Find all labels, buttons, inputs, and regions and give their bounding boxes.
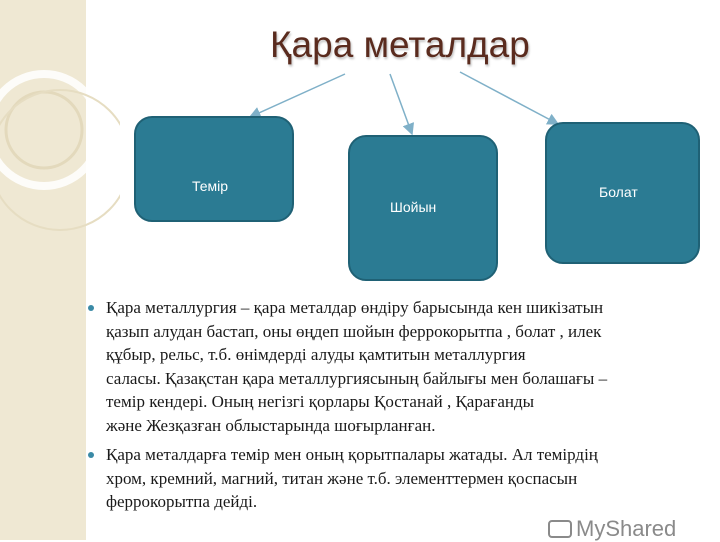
watermark xyxy=(548,516,676,542)
watermark-text: MyShared xyxy=(576,516,677,541)
text-line: қазып алудан бастап, оны өңдеп шойын феррокорытпа , болат , илек xyxy=(106,321,602,341)
paragraph-ferrous-metallurgy xyxy=(96,296,708,437)
box-shoyin xyxy=(348,135,498,281)
arrow-to-shoyin xyxy=(390,74,412,134)
text-line: темір кендері. Оның негізгі қорлары Қостанай , Қарағанды xyxy=(106,392,535,411)
body-text xyxy=(96,296,708,520)
text-line: Қара металлургия – қара металдар өндіру барысында кен шикізатын xyxy=(106,298,604,317)
text-line: құбыр, рельс, т.б. өнімдерді алуды қамтитын металлургия xyxy=(106,345,526,364)
box-temir xyxy=(134,116,294,222)
text-line: хром, кремний, магний, титан және т.б. элементтермен қоспасын xyxy=(106,468,578,488)
text-line: феррокорытпа дейді. xyxy=(106,492,258,511)
box-label-bolat: Болат xyxy=(599,184,638,200)
bullet-icon xyxy=(88,452,94,458)
arrow-to-bolat xyxy=(460,72,558,124)
text-line: Қара металдарға темір мен оның қорытпалары жатады. Ал темірдің xyxy=(106,445,598,464)
arrow-to-temir xyxy=(250,74,345,117)
bullet-icon xyxy=(88,305,94,311)
text-line: және Жезқазған облыстарында шоғырланған. xyxy=(106,415,436,435)
watermark-logo-icon xyxy=(548,520,572,538)
text-line: саласы. Қазақстан қара металлургиясының байлығы мен болашағы – xyxy=(106,368,608,388)
paragraph-ferrous-metals xyxy=(96,443,708,514)
box-bolat xyxy=(545,122,700,264)
slide-title: Қара металдар xyxy=(270,24,530,65)
box-label-shoyin: Шойын xyxy=(390,199,437,215)
box-label-temir: Темір xyxy=(192,178,229,194)
